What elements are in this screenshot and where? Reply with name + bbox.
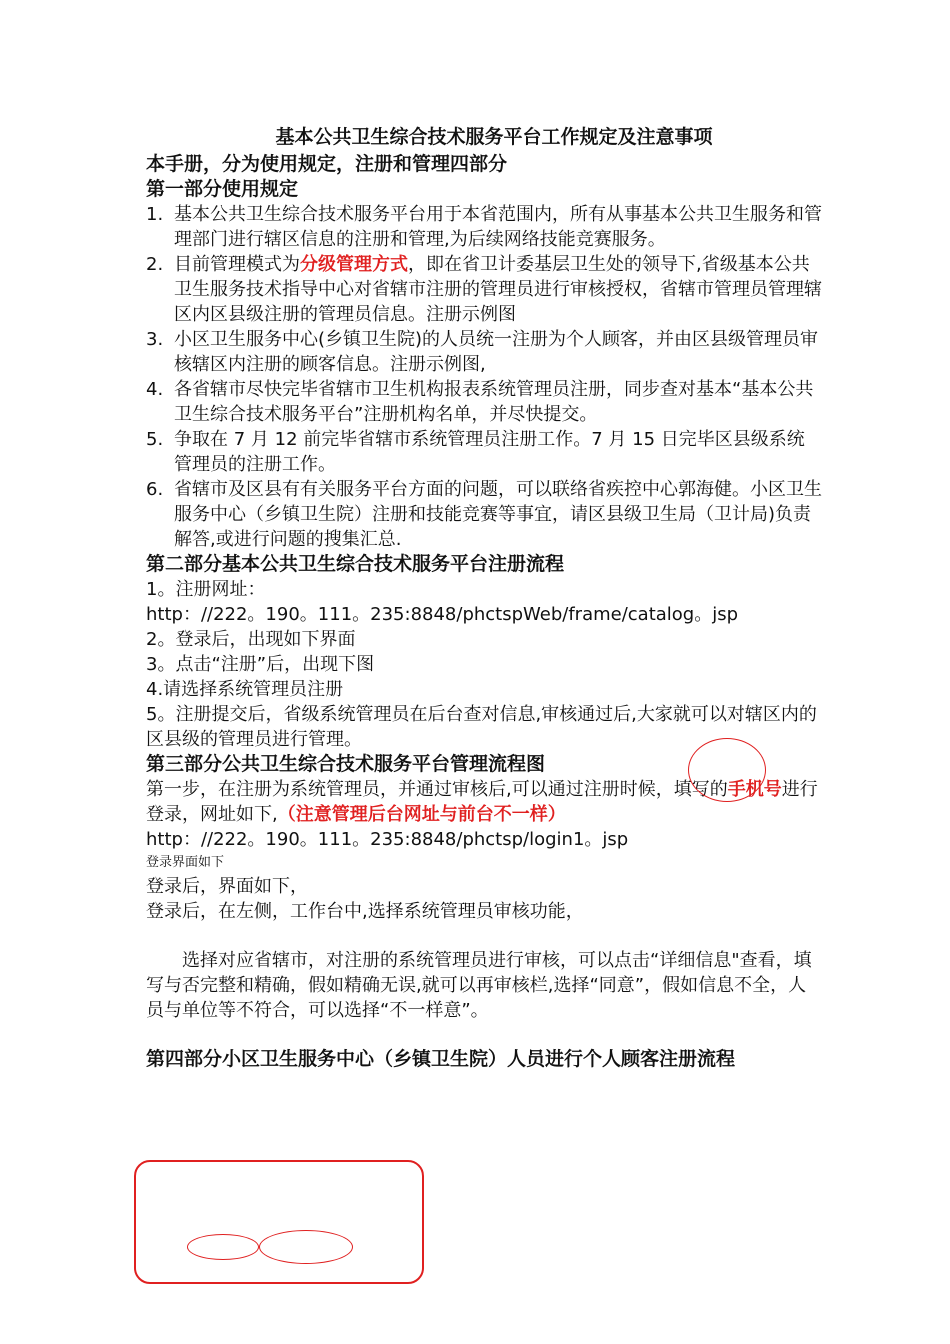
list-item: 2. 目前管理模式为分级管理方式，即在省卫计委基层卫生处的领导下,省级基本公共卫生服务技术指导中心对省辖市注册的管理员进行审核授权，省辖市管理员管理辖区内区县级注册的管理员信息。注册示例图 <box>146 254 822 325</box>
annotation-oval <box>259 1230 353 1264</box>
annotation-oval <box>187 1234 259 1260</box>
annotation-box <box>134 1160 424 1284</box>
note-highlight: （注意管理后台网址与前台不一样） <box>277 804 566 825</box>
part3-line: 登录后，界面如下， <box>146 876 308 897</box>
part3-step1: 第一步，在注册为系统管理员，并通过审核后,可以通过注册时候，填写的手机号进行登录，网址如下,（注意管理后台网址与前台不一样） <box>146 779 818 825</box>
part2-heading: 第二部分基本公共卫生综合技术服务平台注册流程 <box>146 553 565 575</box>
part1-heading: 第一部分使用规定 <box>146 178 299 200</box>
list-item: 3. 小区卫生服务中心(乡镇卫生院)的人员统一注册为个人顾客，并由区县级管理员审核辖区内注册的顾客信息。注册示例图, <box>146 329 819 375</box>
part2-url: http：//222。190。111。235:8848/phctspWeb/frame/catalog。jsp <box>146 604 739 625</box>
list-item: 6. 省辖市及区县有有关服务平台方面的问题，可以联络省疾控中心郭海健。小区卫生服务中心（乡镇卫生院）注册和技能竞赛等事宜，请区县级卫生局（卫计局)负责解答,或进行问题的搜集汇总. <box>146 479 822 550</box>
small-caption: 登录界面如下 <box>146 855 225 870</box>
part3-line: 登录后，在左侧，工作台中,选择系统管理员审核功能， <box>146 901 584 922</box>
document-title: 基本公共卫生综合技术服务平台工作规定及注意事项 <box>275 126 713 148</box>
part2-line: 4.请选择系统管理员注册 <box>146 679 344 700</box>
document-body <box>146 124 822 1072</box>
part2-line: 5。注册提交后，省级系统管理员在后台查对信息,审核通过后,大家就可以对辖区内的区县级的管理员进行管理。 <box>146 704 817 750</box>
part3-heading: 第三部分公共卫生综合技术服务平台管理流程图 <box>146 753 546 775</box>
part2-line: 2。登录后，出现如下界面 <box>146 629 356 650</box>
part2-line: 1。注册网址： <box>146 579 266 600</box>
list-item: 5. 争取在 7 月 12 前完毕省辖市系统管理员注册工作。7 月 15 日完毕区县级系统管理员的注册工作。 <box>146 429 805 475</box>
part4-heading: 第四部分小区卫生服务中心（乡镇卫生院）人员进行个人顾客注册流程 <box>146 1048 736 1070</box>
part3-url: http：//222。190。111。235:8848/phctsp/login1。jsp <box>146 829 629 850</box>
part1-list <box>146 202 822 552</box>
part2-line: 3。点击“注册”后，出现下图 <box>146 654 375 675</box>
list-item: 1. 基本公共卫生综合技术服务平台用于本省范围内，所有从事基本公共卫生服务和管理部门进行辖区信息的注册和管理,为后续网络技能竞赛服务。 <box>146 204 822 250</box>
annotation-circle <box>688 738 766 802</box>
phone-highlight: 手机号 <box>727 779 782 800</box>
part3-paragraph: 选择对应省辖市，对注册的系统管理员进行审核，可以点击“详细信息"查看，填写与否完整和精确，假如精确无误,就可以再审核栏,选择“同意”，假如信息不全，人员与单位等不符合，可以选择“不一样意”。 <box>146 950 812 1021</box>
highlight-text: 分级管理方式 <box>300 254 408 275</box>
list-item: 4. 各省辖市尽快完毕省辖市卫生机构报表系统管理员注册，同步查对基本“基本公共卫生综合技术服务平台”注册机构名单，并尽快提交。 <box>146 379 814 425</box>
intro-line: 本手册，分为使用规定，注册和管理四部分 <box>146 153 508 175</box>
